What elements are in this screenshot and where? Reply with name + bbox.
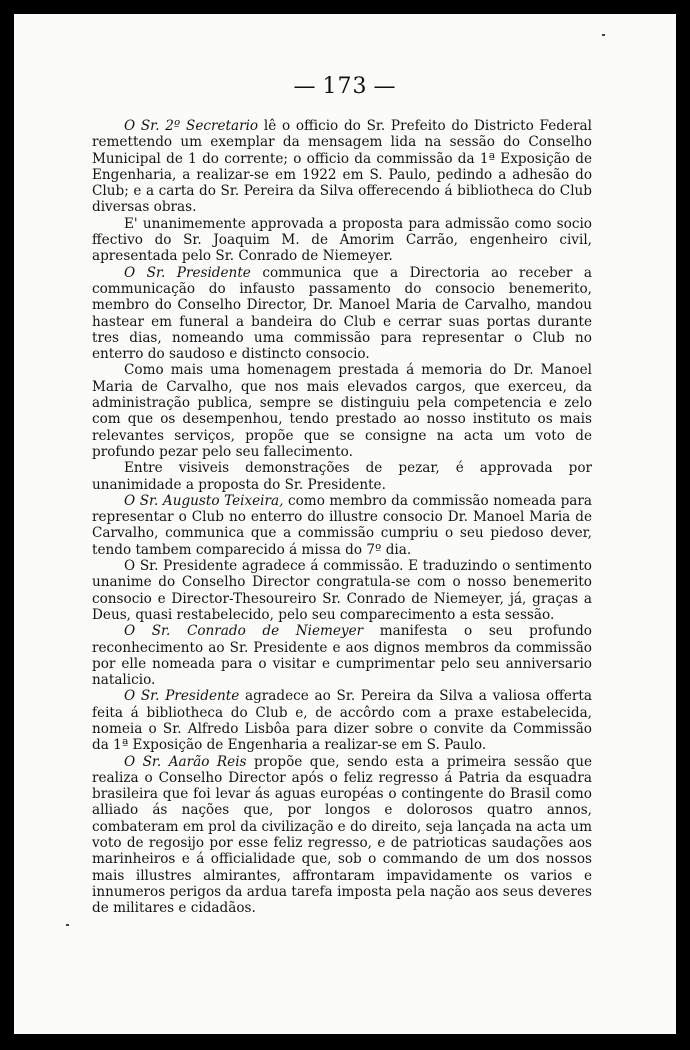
paragraph-text: como membro da commissão nomeada para representar o Club no enterro do illustre consocio Dr. Manoel Maria de Carvalho, communica que a commissão cumpriu o seu piedoso dever, tendo tambem comparecido á missa do 7º dia.: [92, 492, 592, 558]
header-dash-right: —: [373, 74, 397, 99]
paragraph-text: Como mais uma homenagem prestada á memoria do Dr. Manoel Maria de Carvalho, que nos mais elevados cargos, que exerceu, da administração publica, sempre se distinguiu pela competencia e zelo com que os desempenhou, tendo prestado ao nosso instituto os mais relevantes serviços, propõe que se consigne na acta um voto de profundo pezar pelo seu fallecimento.: [92, 362, 592, 460]
paragraph-text: Entre visiveis demonstrações de pezar, é approvada por unanimidade a proposta do Sr. Presidente.: [92, 460, 592, 493]
paragraph: [92, 754, 592, 917]
paragraph-speaker: O Sr. Presidente: [124, 688, 240, 705]
page-header: [14, 74, 676, 99]
paragraph-speaker: O Sr. Aarão Reis: [124, 753, 247, 770]
paragraph: [92, 118, 592, 216]
paragraph: [92, 623, 592, 688]
paragraph: [92, 460, 592, 493]
paragraph-text: E' unanimemente approvada a proposta para admissão como socio ffectivo do Sr. Joaquim M. de Amorim Carrão, engenheiro civil, apresentada pelo Sr. Conrado de Niemeyer.: [92, 215, 592, 265]
paragraph-speaker: O Sr. 2º Secretario: [124, 118, 259, 134]
paragraph-speaker: O Sr. Presidente: [124, 264, 251, 281]
paragraph-text: lê o officio do Sr. Prefeito do Districto Federal remettendo um exemplar da mensagem lida na sessão do Conselho Municipal de 1 do corrente; o officio da commissão da 1ª Exposição de Engenharia, a realizar-se em 1922 em S. Paulo, pedindo a adhesão do Club; e a carta do Sr. Pereira da Silva offerecendo á bibliotheca do Club diversas obras.: [92, 118, 592, 216]
paragraph-speaker: O Sr. Conrado de Niemeyer: [124, 623, 364, 640]
paragraph: [92, 558, 592, 623]
scan-speck: [602, 34, 605, 36]
paragraph: [92, 265, 592, 363]
paragraph: [92, 493, 592, 558]
header-dash-left: —: [293, 74, 317, 99]
document-page: [14, 14, 676, 1034]
paragraph-text: agradece ao Sr. Pereira da Silva a valiosa offerta feita á bibliotheca do Club e, de accôrdo com a praxe estabelecida, nomeia o Sr. Alfredo Lisbôa para dizer sobre o convite da Commissão da 1ª Exposição de Engenharia a realizar-se em S. Paulo.: [92, 688, 592, 754]
paragraph-text: manifesta o seu profundo reconhecimento ao Sr. Presidente e aos dignos membros da commissão por elle nomeada para o visitar e cumprimentar pelo seu anniversario natalicio.: [92, 623, 592, 689]
paragraph: [92, 216, 592, 265]
page-number: 173: [322, 74, 368, 99]
paragraph-text: propõe que, sendo esta a primeira sessão que realiza o Conselho Director após o feliz regresso á Patria da esquadra brasileira que foi levar ás aguas européas o contingente do Brasil como alliado ás nações que, por longos e dolorosos quatro annos, combateram em prol da civilização e do direito, seja lançada na acta um voto de regosijo por esse feliz regresso, e de patrioticas saudações aos marinheiros e á officialidade que, sob o commando de um dos nossos mais illustres almirantes, affrontaram impavidamente os varios e innumeros perigos da ardua tarefa imposta pela nação aos seus deveres de militares e cidadãos.: [92, 753, 592, 917]
paragraph-text: O Sr. Presidente agradece á commissão. E traduzindo o sentimento unanime do Conselho Director congratula-se com o nosso benemerito consocio e Director-Thesoureiro Sr. Conrado de Niemeyer, já, graças a Deus, quasi restabelecido, pelo seu comparecimento a esta sessão.: [92, 558, 592, 623]
scan-speck: [66, 924, 69, 926]
minutes-body: [92, 118, 592, 917]
paragraph: [92, 362, 592, 460]
paragraph-text: communica que a Directoria ao receber a communicação do infausto passamento do consocio benemerito, membro do Conselho Director, Dr. Manoel Maria de Carvalho, mandou hastear em funeral a bandeira do Club e cerrar suas portas durante tres dias, nomeando uma commissão para representar o Club no enterro do saudoso e distincto consocio.: [92, 264, 592, 363]
paragraph-speaker: O Sr. Augusto Teixeira,: [124, 492, 284, 509]
paragraph: [92, 688, 592, 753]
